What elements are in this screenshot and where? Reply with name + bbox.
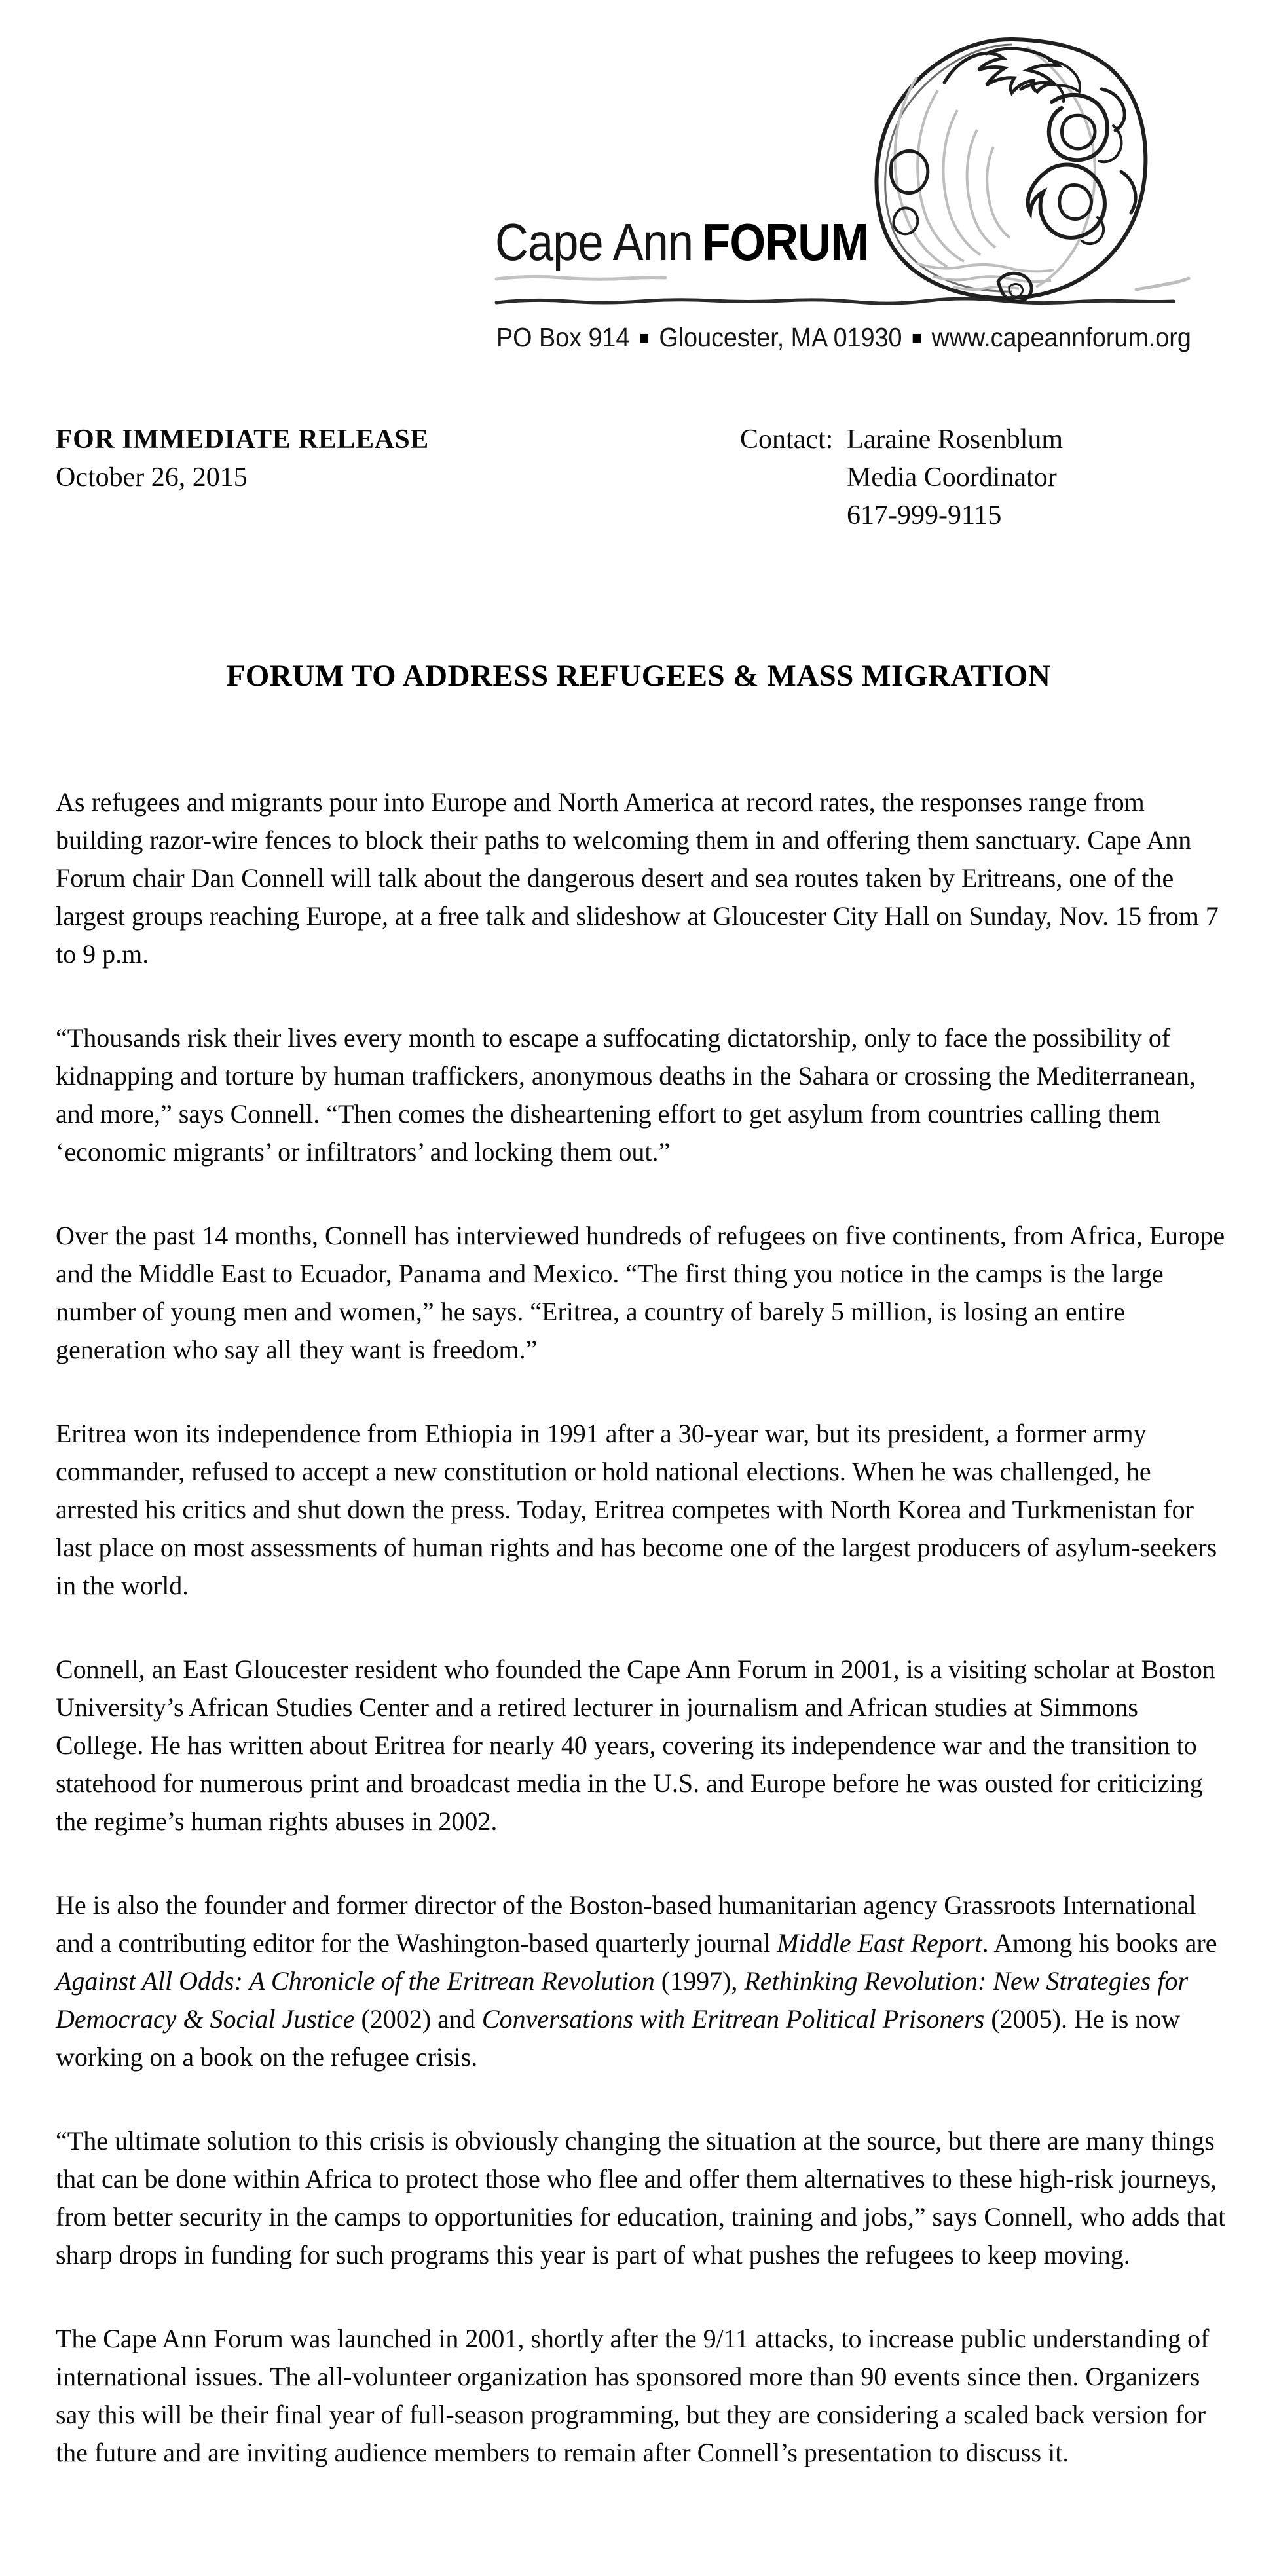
italic-text-run: Rethinking Revolution: New Strategies for Democracy & Social Justice — [56, 1966, 1189, 2034]
contact-name: Laraine Rosenblum — [847, 424, 1064, 455]
contact-block — [847, 420, 1063, 534]
text-run: He is also the founder and former director of the Boston-based humanitarian agency Grassroots International and a contributing editor for the Washington-based quarterly journal — [56, 1890, 1196, 1958]
address-item: PO Box 914 — [496, 322, 630, 352]
header-artwork — [458, 20, 1212, 341]
text-run: (1997), — [654, 1966, 745, 1996]
brand-wordmark — [495, 213, 868, 271]
contact-title: Media Coordinator — [847, 462, 1057, 493]
square-separator-icon: ■ — [912, 327, 922, 348]
address-item: www.capeannforum.org — [931, 322, 1191, 352]
contact-phone: 617-999-9115 — [847, 500, 1002, 531]
text-run: Over the past 14 months, Connell has interviewed hundreds of refugees on five continents, from Africa, Europe and the Middle East to Ecuador, Panama and Mexico. “The first thing you notice in the camps is the large number of young men and women,” he says. “Eritrea, a country of barely 5 million, is losing an entire generation who say all they want is freedom.” — [56, 1221, 1225, 1364]
text-run: “The ultimate solution to this crisis is obviously changing the situation at the source, but there are many things that can be done within Africa to protect those who flee and offer them alternatives to these high-risk journeys, from better security in the camps to opportunities for education, training and jobs,” says Connell, who adds that sharp drops in funding for such programs this year is part of what pushes the refugees to keep moving. — [56, 2126, 1226, 2269]
brand-name-light: Cape Ann — [495, 213, 694, 271]
text-run: . Among his books are — [982, 1928, 1217, 1958]
release-label: FOR IMMEDIATE RELEASE — [56, 424, 429, 455]
paragraph — [56, 1019, 1231, 1171]
paragraph — [56, 1415, 1231, 1605]
italic-text-run: Conversations with Eritrean Political Prisoners — [481, 2004, 985, 2034]
italic-text-run: Middle East Report — [777, 1928, 982, 1958]
paragraph — [56, 1217, 1231, 1369]
contact-label: Contact: — [740, 424, 834, 455]
text-run: The Cape Ann Forum was launched in 2001, shortly after the 9/11 attacks, to increase public understanding of international issues. The all-volunteer organization has sponsored more than 90 events since then. Organizers say this will be their final year of full-season programming, but they are considering a scaled back version for the future and are inviting audience members to remain after Connell’s presentation to discuss it. — [56, 2324, 1210, 2467]
header-rule-gray-right — [1136, 278, 1189, 289]
paragraph — [56, 783, 1231, 973]
text-run: Eritrea won its independence from Ethiopia in 1991 after a 30-year war, but its president, a former army commander, refused to accept a new constitution or hold national elections. When he was challenged, he arrested his critics and shut down the press. Today, Eritrea competes with North Korea and Turkmenistan for last place on most assessments of human rights and has become one of the largest producers of asylum-seekers in the world. — [56, 1419, 1217, 1600]
brand-name-bold: FORUM — [702, 213, 868, 271]
italic-text-run: Against All Odds: A Chronicle of the Eritrean Revolution — [56, 1966, 655, 1996]
press-release-body — [56, 783, 1231, 2518]
text-run: “Thousands risk their lives every month to escape a suffocating dictatorship, only to face the possibility of kidnapping and torture by human traffickers, anonymous deaths in the Sahara or crossing the Mediterranean, and more,” says Connell. “Then comes the disheartening effort to get asylum from countries calling them ‘economic migrants’ or infiltrators’ and locking them out.” — [56, 1023, 1196, 1167]
address-item: Gloucester, MA 01930 — [659, 322, 902, 352]
paragraph — [56, 2122, 1231, 2274]
text-run: (2005). He is now working on a book on the refugee crisis. — [56, 2004, 1181, 2072]
square-separator-icon: ■ — [639, 327, 650, 348]
headline: FORUM TO ADDRESS REFUGEES & MASS MIGRATION — [226, 659, 1051, 693]
text-run: As refugees and migrants pour into Europe and North America at record rates, the responses range from building razor-wire fences to block their paths to welcoming them in and offering them sanctuary. Cape Ann Forum chair Dan Connell will talk about the dangerous desert and sea routes taken by Eritreans, one of the largest groups reaching Europe, at a free talk and slideshow at Gloucester City Hall on Sunday, Nov. 15 from 7 to 9 p.m. — [56, 787, 1219, 969]
header-rule-dark — [496, 299, 1174, 303]
globe-icon — [876, 39, 1145, 302]
paragraph — [56, 1651, 1231, 1840]
text-run: Connell, an East Gloucester resident who founded the Cape Ann Forum in 2001, is a visiting scholar at Boston University’s African Studies Center and a retired lecturer in journalism and African studies at Simmons College. He has written about Eritrea for nearly 40 years, covering its independence war and the transition to statehood for numerous print and broadcast media in the U.S. and Europe before he was ousted for criticizing the regime’s human rights abuses in 2002. — [56, 1654, 1215, 1836]
paragraph — [56, 1886, 1231, 2076]
address-line — [496, 322, 1191, 356]
header-rule-light — [496, 276, 665, 279]
release-date: October 26, 2015 — [56, 462, 248, 493]
paragraph — [56, 2320, 1231, 2472]
text-run: (2002) and — [354, 2004, 482, 2034]
